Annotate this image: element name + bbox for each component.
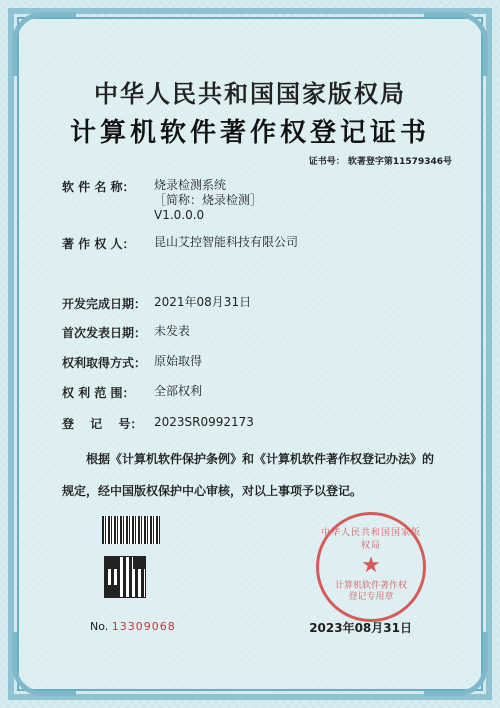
field-acquisition (62, 354, 462, 371)
field-software-name (62, 178, 462, 223)
seal-line-2: 登记专用章 (348, 592, 394, 602)
field-label: 著 作 权 人： (62, 237, 135, 251)
first-publication-value: 未发表 (154, 324, 191, 338)
field-owner (62, 235, 462, 252)
statement-line-1: 根据《计算机软件保护条例》和《计算机软件著作权登记办法》的 (86, 452, 435, 466)
field-label: 软 件 名 称： (62, 180, 135, 194)
seal-star-icon: ★ (361, 553, 381, 578)
seal-center-text (319, 581, 423, 603)
field-registration-number (62, 415, 462, 432)
seal-ring-text: 中华人民共和国国家版权局 (320, 528, 421, 551)
field-completion-date (62, 295, 462, 312)
serial-prefix: No. (90, 620, 109, 633)
statement-line-2: 规定，经中国版权保护中心审核，对以上事项予以登记。 (62, 484, 363, 498)
corner-ornament-top-left (12, 12, 76, 76)
official-seal-icon (316, 512, 426, 622)
issuer-title: 中华人民共和国国家版权局 (94, 79, 406, 108)
field-label: 开发完成日期： (62, 297, 147, 311)
seal-line-1: 计算机软件著作权 (334, 581, 407, 591)
certificate-number-label: 证书号： (308, 157, 345, 167)
field-scope (62, 384, 462, 401)
certificate-number (309, 154, 452, 167)
software-name-value: 烧录检测系统 (154, 178, 227, 192)
qr-code-icon (104, 556, 146, 598)
completion-date-value: 2021年08月31日 (154, 295, 252, 309)
serial-number (90, 620, 176, 633)
certificate-number-value: 软著登字第11579346号 (347, 157, 452, 167)
field-label: 权利取得方式： (62, 356, 147, 370)
serial-value: 13309068 (111, 620, 176, 633)
registration-number-value: 2023SR0992173 (154, 415, 254, 429)
field-first-publication (62, 324, 462, 341)
field-label: 登 记 号： (62, 417, 143, 431)
owner-value: 昆山艾控智能科技有限公司 (154, 235, 299, 249)
field-value-group (154, 178, 462, 223)
barcode-icon (102, 516, 160, 544)
acquisition-value: 原始取得 (154, 354, 203, 368)
corner-ornament-top-right (424, 12, 488, 76)
corner-ornament-bottom-left (12, 632, 76, 696)
corner-ornament-bottom-right (424, 632, 488, 696)
software-version: V1.0.0.0 (154, 208, 205, 222)
certificate-title: 计算机软件著作权登记证书 (69, 118, 430, 148)
software-short-name: ［简称：烧录检测］ (154, 193, 263, 207)
issue-date: 2023年08月31日 (309, 621, 412, 635)
field-label: 权 利 范 围： (62, 386, 135, 400)
field-label: 首次发表日期： (62, 326, 147, 340)
scope-value: 全部权利 (154, 384, 203, 398)
